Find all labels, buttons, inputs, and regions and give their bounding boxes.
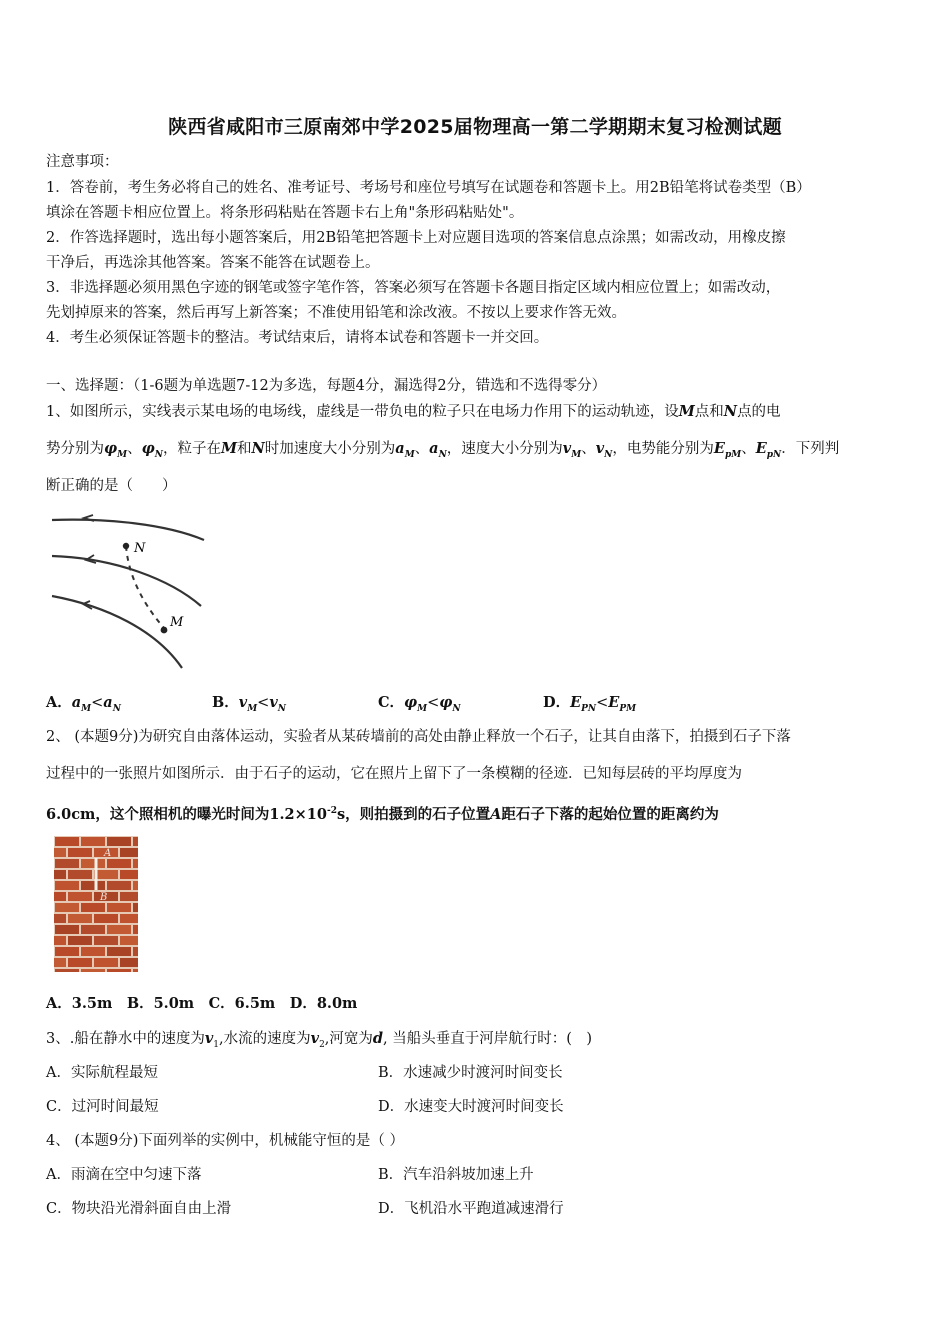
brick <box>54 958 66 967</box>
brick <box>107 947 131 956</box>
brick <box>81 881 105 890</box>
brick <box>107 969 131 972</box>
q4-stem: 4、 (本题9分)下面列举的实例中，机械能守恒的是（ ） <box>46 1133 404 1149</box>
brick <box>133 925 138 934</box>
brick <box>94 870 118 879</box>
notice-line-5: 3．非选择题必须用黑色字迹的钢笔或签字笔作答，答案必须写在答题卡各题目指定区域内相应位置上；如需改动， <box>46 280 781 296</box>
q4-option-a[interactable]: A．雨滴在空中匀速下落 <box>46 1167 202 1183</box>
label-A: A <box>104 848 112 859</box>
q2-options[interactable]: A．3.5m B．5.0m C．6.5m D．8.0m <box>46 995 358 1012</box>
section-heading: 一、选择题：（1-6题为单选题7-12为多选，每题4分，漏选得2分，错选和不选得零分） <box>46 378 607 394</box>
brick <box>68 914 92 923</box>
brick <box>94 914 118 923</box>
q1-option-a[interactable]: A．$a_M<a_N$ <box>46 694 121 714</box>
brick <box>68 958 92 967</box>
q3-option-d[interactable]: D．水速变大时渡河时间变长 <box>378 1099 564 1115</box>
brick <box>120 870 138 879</box>
q1-line-2: 势分别为$\varphi_M$、$\varphi_N$，粒子在M和N时加速度大小分别为$a_M$、$a_N$，速度大小分别为$v_M$、$v_N$，电势能分别为$E_{pM}$、$E_{pN}$．下列判 <box>46 440 840 460</box>
brick <box>107 837 131 846</box>
brick <box>54 914 66 923</box>
notice-heading: 注意事项： <box>46 154 119 170</box>
q2-line-3: 6.0cm，这个照相机的曝光时间为$1.2\times 10^{-2}s$，则拍摄到的石子位置A距石子下落的起始位置的距离约为 <box>46 805 719 823</box>
brick <box>81 859 105 868</box>
brick <box>68 870 92 879</box>
q4-option-d[interactable]: D．飞机沿水平跑道减速滑行 <box>378 1201 564 1217</box>
q1-option-b[interactable]: B．$v_M<v_N$ <box>212 694 286 714</box>
notice-line-2: 填涂在答题卡相应位置上。将条形码粘贴在答题卡右上角"条形码粘贴处"。 <box>46 205 524 221</box>
brick <box>55 881 79 890</box>
q1-option-c[interactable]: C．$\varphi_M<\varphi_N$ <box>378 694 461 714</box>
label-B: B <box>100 892 108 903</box>
brick <box>120 914 138 923</box>
brick <box>120 848 138 857</box>
q4-option-b[interactable]: B．汽车沿斜坡加速上升 <box>378 1167 534 1183</box>
label-N: N <box>134 541 146 556</box>
brick <box>107 859 131 868</box>
q3-option-c[interactable]: C．过河时间最短 <box>46 1099 159 1115</box>
brick <box>81 837 105 846</box>
q1-option-d[interactable]: D．$E_{PN}<E_{PM}$ <box>543 694 637 714</box>
brick <box>81 969 105 972</box>
brick <box>133 859 138 868</box>
point-M <box>161 627 168 634</box>
brick <box>94 936 118 945</box>
q1-line-1: 1、如图所示，实线表示某电场的电场线，虚线是一带负电的粒子只在电场力作用下的运动轨迹，设M点和N点的电 <box>46 403 781 420</box>
brick <box>107 881 131 890</box>
notice-line-7: 4．考生必须保证答题卡的整洁。考试结束后，请将本试卷和答题卡一并交回。 <box>46 330 549 346</box>
brick <box>133 903 138 912</box>
q3-option-a[interactable]: A．实际航程最短 <box>46 1065 158 1081</box>
notice-line-4: 干净后，再选涂其他答案。答案不能答在试题卷上。 <box>46 255 380 271</box>
brick <box>133 881 138 890</box>
brick <box>55 947 79 956</box>
brick <box>120 958 138 967</box>
point-N <box>123 543 129 549</box>
brick <box>55 969 79 972</box>
label-M: M <box>170 615 184 630</box>
electric-field-figure <box>46 510 216 680</box>
brick <box>54 848 66 857</box>
brick <box>68 936 92 945</box>
brick <box>81 925 105 934</box>
brick <box>55 903 79 912</box>
brick <box>133 969 138 972</box>
brick <box>54 936 66 945</box>
brick <box>54 870 66 879</box>
brick <box>133 947 138 956</box>
brick <box>133 837 138 846</box>
notice-line-3: 2．作答选择题时，选出每小题答案后，用2B铅笔把答题卡上对应题目选项的答案信息点涂黑；如需改动，用橡皮擦 <box>46 230 786 246</box>
brick <box>120 936 138 945</box>
q2-line-1: 2、 (本题9分)为研究自由落体运动，实验者从某砖墙前的高处由静止释放一个石子，让其自由落下，拍摄到石子下落 <box>46 729 791 745</box>
page-title: 陕西省咸阳市三原南郊中学2025届物理高一第二学期期末复习检测试题 <box>168 116 782 138</box>
trajectory-line <box>126 546 164 628</box>
brick <box>81 947 105 956</box>
notice-line-6: 先划掉原来的答案，然后再写上新答案；不准使用铅笔和涂改液。不按以上要求作答无效。 <box>46 305 626 321</box>
brick <box>55 837 79 846</box>
brick <box>81 903 105 912</box>
brick <box>55 859 79 868</box>
brick <box>107 925 131 934</box>
brick <box>107 903 131 912</box>
brick-wall-photo <box>54 836 138 972</box>
q1-line-3: 断正确的是（ ） <box>46 478 177 494</box>
brick <box>120 892 138 901</box>
q3-option-b[interactable]: B．水速减少时渡河时间变长 <box>378 1065 563 1081</box>
brick <box>55 925 79 934</box>
brick <box>94 958 118 967</box>
q4-option-c[interactable]: C．物块沿光滑斜面自由上滑 <box>46 1201 232 1217</box>
field-line-2 <box>52 556 201 606</box>
brick <box>54 892 66 901</box>
notice-line-1: 1．答卷前，考生务必将自己的姓名、准考证号、考场号和座位号填写在试题卷和答题卡上。用2B铅笔将试卷类型（B） <box>46 180 811 196</box>
q3-stem: 3、.船在静水中的速度为$v_1$,水流的速度为$v_2$,河宽为d, 当船头垂直于河岸航行时：( ) <box>46 1030 593 1050</box>
brick <box>68 848 92 857</box>
brick <box>68 892 92 901</box>
q2-line-2: 过程中的一张照片如图所示．由于石子的运动，它在照片上留下了一条模糊的径迹．已知每层砖的平均厚度为 <box>46 766 742 782</box>
field-line-1 <box>52 520 204 540</box>
